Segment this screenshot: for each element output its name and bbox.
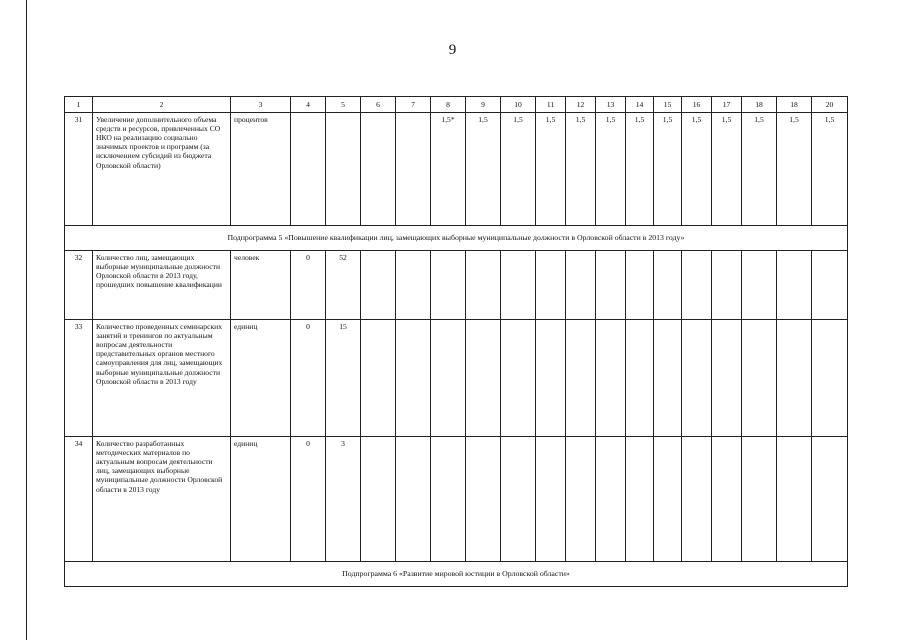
value-cell bbox=[566, 320, 596, 437]
table-row bbox=[65, 320, 848, 437]
value-cell: 1,5 bbox=[566, 113, 596, 226]
value-cell: 0 bbox=[291, 251, 326, 320]
value-cell bbox=[291, 113, 326, 226]
value-cell bbox=[396, 437, 431, 562]
value-cell bbox=[812, 320, 848, 437]
unit-of-measure: единиц bbox=[231, 437, 291, 562]
value-cell bbox=[431, 437, 466, 562]
value-cell bbox=[361, 251, 396, 320]
column-header: 20 bbox=[812, 97, 848, 113]
value-cell: 0 bbox=[291, 320, 326, 437]
column-header: 8 bbox=[431, 97, 466, 113]
column-header: 7 bbox=[396, 97, 431, 113]
value-cell: 52 bbox=[326, 251, 361, 320]
value-cell bbox=[777, 437, 812, 562]
value-cell: 1,5* bbox=[431, 113, 466, 226]
column-header: 11 bbox=[536, 97, 566, 113]
table-row bbox=[65, 437, 848, 562]
value-cell bbox=[682, 437, 712, 562]
value-cell bbox=[431, 320, 466, 437]
indicator-name: Количество лиц, замещающих выборные муниципальные должности Орловской области в 2013 году, прошедших повышение квалификации bbox=[93, 251, 231, 320]
value-cell: 1,5 bbox=[742, 113, 777, 226]
value-cell bbox=[466, 251, 501, 320]
value-cell bbox=[501, 437, 536, 562]
row-number: 33 bbox=[65, 320, 93, 437]
value-cell: 3 bbox=[326, 437, 361, 562]
column-header: 4 bbox=[291, 97, 326, 113]
value-cell bbox=[566, 437, 596, 562]
value-cell bbox=[361, 113, 396, 226]
column-header: 5 bbox=[326, 97, 361, 113]
value-cell bbox=[777, 320, 812, 437]
value-cell: 1,5 bbox=[812, 113, 848, 226]
subprogram-row bbox=[65, 226, 848, 251]
value-cell bbox=[626, 251, 654, 320]
value-cell bbox=[742, 437, 777, 562]
value-cell bbox=[626, 437, 654, 562]
value-cell bbox=[361, 437, 396, 562]
value-cell bbox=[536, 437, 566, 562]
value-cell: 1,5 bbox=[654, 113, 682, 226]
value-cell: 1,5 bbox=[777, 113, 812, 226]
column-header: 15 bbox=[654, 97, 682, 113]
value-cell bbox=[396, 320, 431, 437]
unit-of-measure: процентов bbox=[231, 113, 291, 226]
value-cell: 1,5 bbox=[466, 113, 501, 226]
column-header: 6 bbox=[361, 97, 396, 113]
subprogram-row bbox=[65, 562, 848, 587]
value-cell bbox=[396, 251, 431, 320]
row-number: 31 bbox=[65, 113, 93, 226]
indicator-name: Увеличение дополнительного объема средств и ресурсов, привлеченных СО НКО на реализацию социально значимых проектов и программ (за исключением субсидий из бюджета Орловской области) bbox=[93, 113, 231, 226]
value-cell: 1,5 bbox=[682, 113, 712, 226]
value-cell bbox=[466, 437, 501, 562]
subprogram-title: Подпрограмма 5 «Повышение квалификации лиц, замещающих выборные муниципальные должности в Орловской области в 2013 году» bbox=[65, 226, 848, 251]
indicator-name: Количество разработанных методических материалов по актуальным вопросам деятельности лиц, замещающих выборные муниципальные должности Орловской области в 2013 году bbox=[93, 437, 231, 562]
row-number: 32 bbox=[65, 251, 93, 320]
row-number: 34 bbox=[65, 437, 93, 562]
value-cell bbox=[712, 251, 742, 320]
value-cell bbox=[812, 251, 848, 320]
value-cell bbox=[501, 251, 536, 320]
value-cell bbox=[361, 320, 396, 437]
value-cell bbox=[626, 320, 654, 437]
unit-of-measure: единиц bbox=[231, 320, 291, 437]
value-cell bbox=[596, 251, 626, 320]
table-row bbox=[65, 251, 848, 320]
value-cell bbox=[654, 320, 682, 437]
value-cell bbox=[536, 251, 566, 320]
value-cell bbox=[596, 437, 626, 562]
value-cell bbox=[466, 320, 501, 437]
value-cell bbox=[654, 437, 682, 562]
value-cell bbox=[566, 251, 596, 320]
page-number: 9 bbox=[448, 42, 457, 58]
table-row bbox=[65, 113, 848, 226]
value-cell: 0 bbox=[291, 437, 326, 562]
column-header: 17 bbox=[712, 97, 742, 113]
column-header: 2 bbox=[93, 97, 231, 113]
value-cell bbox=[326, 113, 361, 226]
column-header: 10 bbox=[501, 97, 536, 113]
page-edge-rule bbox=[26, 0, 27, 640]
value-cell bbox=[712, 437, 742, 562]
value-cell: 1,5 bbox=[501, 113, 536, 226]
value-cell: 15 bbox=[326, 320, 361, 437]
value-cell: 1,5 bbox=[626, 113, 654, 226]
value-cell bbox=[812, 437, 848, 562]
value-cell: 1,5 bbox=[596, 113, 626, 226]
table-header-row bbox=[65, 97, 848, 113]
column-header: 14 bbox=[626, 97, 654, 113]
value-cell bbox=[654, 251, 682, 320]
column-header: 9 bbox=[466, 97, 501, 113]
column-header: 18 bbox=[742, 97, 777, 113]
value-cell bbox=[682, 251, 712, 320]
value-cell bbox=[682, 320, 712, 437]
table-body bbox=[65, 97, 848, 587]
indicators-table bbox=[64, 96, 848, 587]
subprogram-title: Подпрограмма 6 «Развитие мировой юстиции в Орловской области» bbox=[65, 562, 848, 587]
value-cell bbox=[712, 320, 742, 437]
value-cell bbox=[742, 251, 777, 320]
value-cell bbox=[431, 251, 466, 320]
value-cell bbox=[596, 320, 626, 437]
value-cell bbox=[777, 251, 812, 320]
value-cell bbox=[536, 320, 566, 437]
value-cell bbox=[501, 320, 536, 437]
indicator-name: Количество проведенных семинарских занятий и тренингов по актуальным вопросам деятельности представительных органов местного самоуправления для лиц, замещающих выборные муниципальные должности Орловской области в 2013 году bbox=[93, 320, 231, 437]
value-cell bbox=[742, 320, 777, 437]
column-header: 13 bbox=[596, 97, 626, 113]
column-header: 16 bbox=[682, 97, 712, 113]
value-cell: 1,5 bbox=[712, 113, 742, 226]
column-header: 1 bbox=[65, 97, 93, 113]
value-cell: 1,5 bbox=[536, 113, 566, 226]
column-header: 3 bbox=[231, 97, 291, 113]
value-cell bbox=[396, 113, 431, 226]
column-header: 12 bbox=[566, 97, 596, 113]
column-header: 18 bbox=[777, 97, 812, 113]
unit-of-measure: человек bbox=[231, 251, 291, 320]
